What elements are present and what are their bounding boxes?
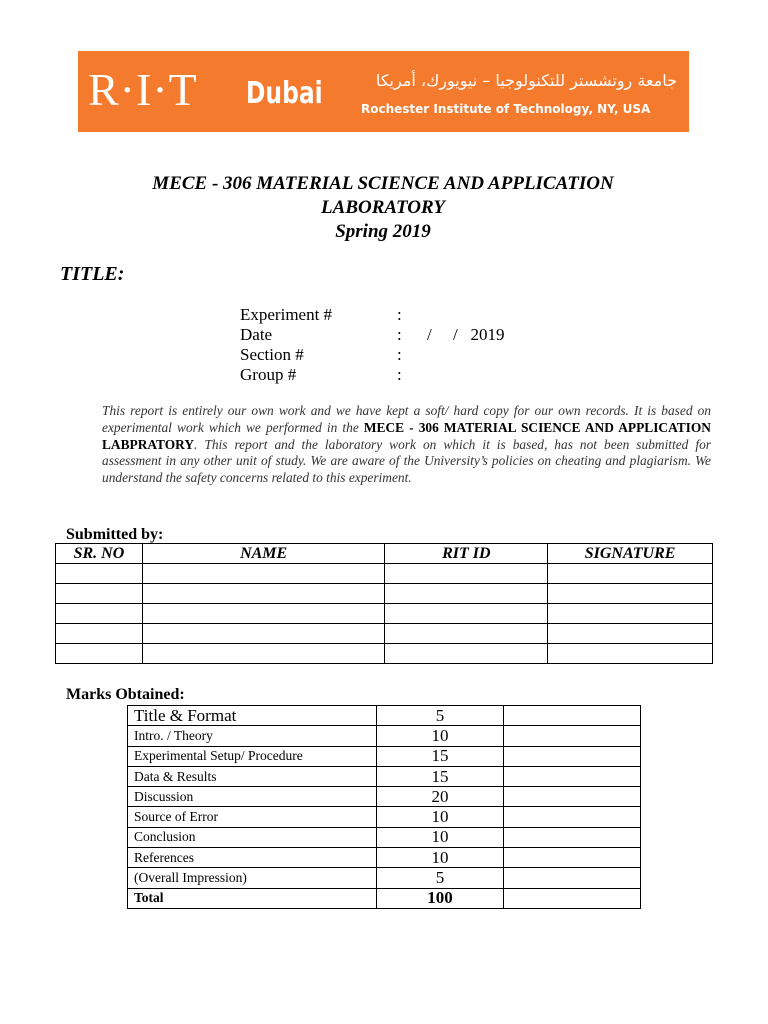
table-row — [128, 827, 641, 847]
table-row — [128, 807, 641, 827]
max-points: 5 — [376, 706, 504, 726]
obtained-points-cell — [504, 807, 641, 827]
max-points: 10 — [376, 807, 504, 827]
table-cell — [56, 564, 143, 584]
table-cell — [548, 604, 713, 624]
course-term: Spring 2019 — [335, 221, 431, 242]
obtained-points-cell — [504, 787, 641, 807]
total-row — [128, 888, 641, 908]
rit-logo-text: R·I·T — [88, 64, 198, 115]
course-title — [60, 172, 706, 244]
max-points: 20 — [376, 787, 504, 807]
max-points: 15 — [376, 766, 504, 786]
info-row-group — [240, 365, 504, 385]
table-cell — [548, 584, 713, 604]
obtained-points-cell — [504, 726, 641, 746]
experiment-info — [240, 305, 504, 385]
table-cell — [385, 584, 548, 604]
table-row — [56, 564, 713, 584]
table-row — [56, 624, 713, 644]
column-header-name: NAME — [142, 544, 385, 564]
max-points: 15 — [376, 746, 504, 766]
table-row — [128, 868, 641, 888]
table-cell — [142, 564, 385, 584]
table-row — [56, 644, 713, 664]
obtained-points-cell — [504, 848, 641, 868]
declaration-course-name: MECE - 306 MATERIAL SCIENCE AND APPLICATION LABPRATORY — [102, 419, 711, 452]
criterion-label: Intro. / Theory — [128, 726, 377, 746]
criterion-label: Data & Results — [128, 766, 377, 786]
table-cell — [56, 644, 143, 664]
table-cell — [142, 644, 385, 664]
table-cell — [56, 604, 143, 624]
course-title-line-2: LABORATORY — [321, 197, 445, 218]
obtained-points-cell — [504, 766, 641, 786]
info-label: Group # — [240, 365, 297, 384]
table-header-row — [56, 544, 713, 564]
criterion-label: Title & Format — [128, 706, 377, 726]
table-row — [128, 787, 641, 807]
arabic-university-name: جامعة روتشستر للتكنولوجيا – نيويورك، أمريكا — [375, 71, 677, 90]
table-cell — [142, 624, 385, 644]
declaration-text-2: . This report and the laboratory work on which it is based, has not been submitted for assessment in any other unit of study. We are aware of the University’s policies on cheating and plagiarism. We understand the safety concerns related to this experiment. — [102, 436, 711, 486]
column-header-rit-id: RIT ID — [385, 544, 548, 564]
table-row — [56, 604, 713, 624]
table-cell — [385, 624, 548, 644]
declaration-paragraph — [102, 403, 711, 487]
criterion-label: (Overall Impression) — [128, 868, 377, 888]
column-header-sr-no: SR. NO — [56, 544, 143, 564]
declaration-text-1: This report is entirely our own work and we have kept a soft/ hard copy for our own records. It is based on experimental work which we performed in the — [102, 403, 711, 435]
max-points: 5 — [376, 868, 504, 888]
info-row-experiment — [240, 305, 504, 325]
dubai-logo-text: Dubai — [246, 76, 323, 111]
marks-obtained-heading: Marks Obtained: — [66, 686, 185, 703]
info-colon: : — [397, 345, 402, 364]
info-colon: : — [397, 325, 402, 344]
table-cell — [385, 644, 548, 664]
table-cell — [142, 604, 385, 624]
table-row — [128, 706, 641, 726]
table-cell — [385, 564, 548, 584]
info-row-date — [240, 325, 504, 345]
table-row — [128, 726, 641, 746]
title-label: TITLE: — [60, 263, 125, 285]
table-row — [128, 766, 641, 786]
table-cell — [56, 584, 143, 604]
submitted-by-table — [55, 543, 713, 664]
total-points: 100 — [376, 888, 504, 908]
obtained-points-cell — [504, 746, 641, 766]
criterion-label: Source of Error — [128, 807, 377, 827]
marks-table — [127, 705, 641, 909]
table-cell — [548, 564, 713, 584]
max-points: 10 — [376, 827, 504, 847]
obtained-points-cell — [504, 868, 641, 888]
table-cell — [56, 624, 143, 644]
info-colon: : — [397, 305, 402, 324]
table-cell — [385, 604, 548, 624]
info-label: Section # — [240, 345, 304, 364]
info-label: Experiment # — [240, 305, 333, 324]
criterion-label: References — [128, 848, 377, 868]
submitted-by-heading: Submitted by: — [66, 526, 164, 543]
total-obtained-cell — [504, 888, 641, 908]
date-value: / / 2019 — [427, 325, 505, 344]
column-header-signature: SIGNATURE — [548, 544, 713, 564]
max-points: 10 — [376, 848, 504, 868]
obtained-points-cell — [504, 706, 641, 726]
table-row — [128, 746, 641, 766]
criterion-label: Conclusion — [128, 827, 377, 847]
english-university-name: Rochester Institute of Technology, NY, USA — [361, 102, 651, 116]
criterion-label: Discussion — [128, 787, 377, 807]
total-label: Total — [128, 888, 377, 908]
table-row — [56, 584, 713, 604]
table-cell — [142, 584, 385, 604]
table-row — [128, 848, 641, 868]
table-cell — [548, 644, 713, 664]
rit-dubai-banner — [78, 51, 689, 132]
obtained-points-cell — [504, 827, 641, 847]
table-cell — [548, 624, 713, 644]
criterion-label: Experimental Setup/ Procedure — [128, 746, 377, 766]
info-label: Date — [240, 325, 273, 344]
max-points: 10 — [376, 726, 504, 746]
info-row-section — [240, 345, 504, 365]
info-colon: : — [397, 365, 402, 384]
course-title-line-1: MECE - 306 MATERIAL SCIENCE AND APPLICATION — [152, 173, 614, 194]
